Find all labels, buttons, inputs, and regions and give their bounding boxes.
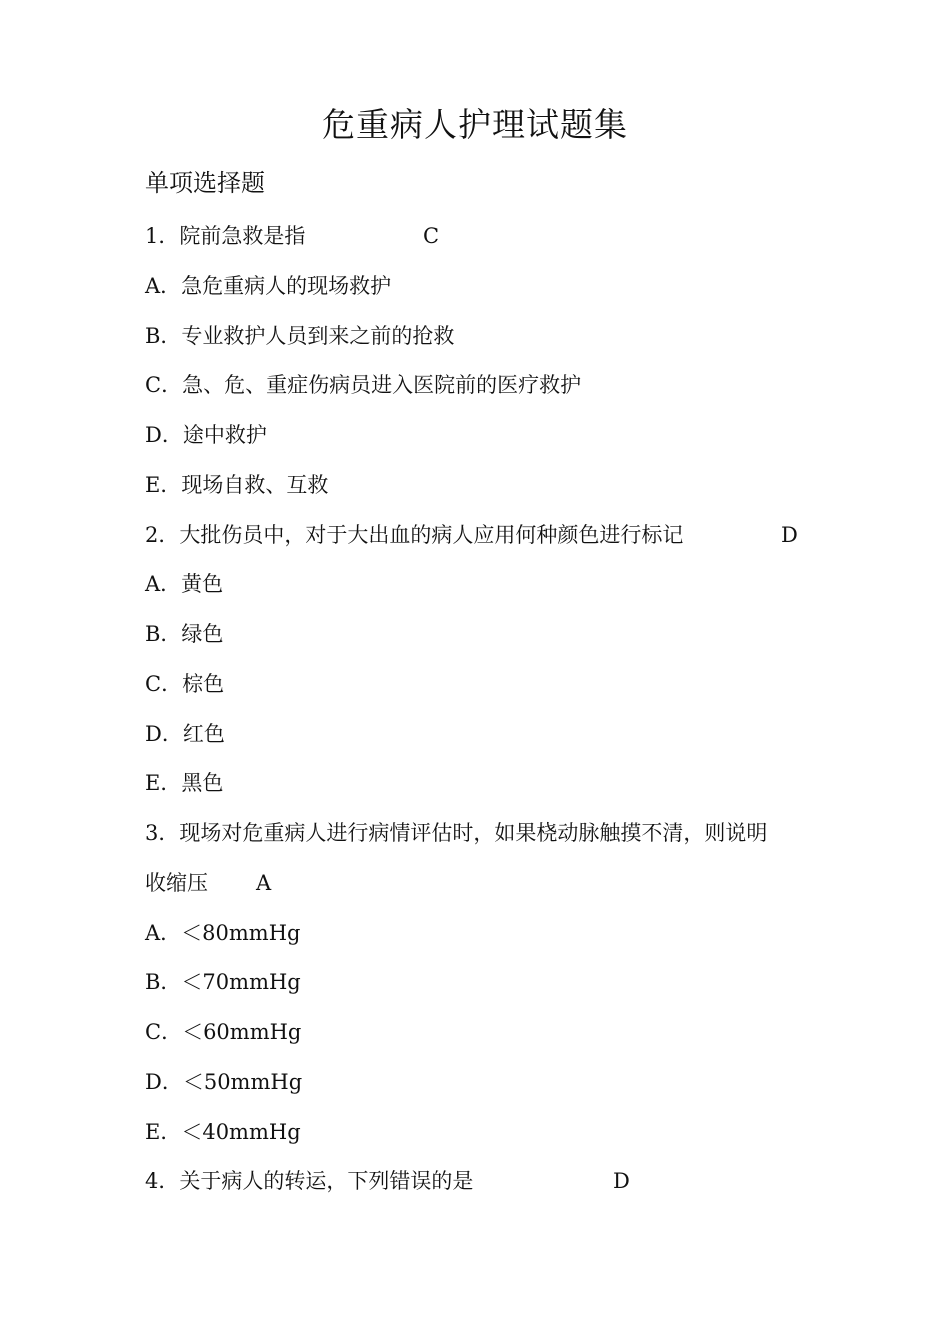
- question-2-option-b: B．绿色: [145, 622, 224, 646]
- question-1-stem: 1．院前急救是指: [145, 224, 306, 248]
- question-2-option-e: E．黑色: [145, 771, 224, 795]
- question-1-option-d: D．途中救护: [145, 423, 267, 447]
- question-3-option-d: D．＜50mmHg: [145, 1070, 303, 1094]
- section-heading: 单项选择题: [145, 169, 265, 197]
- question-3-option-c: C．＜60mmHg: [145, 1020, 302, 1044]
- question-3-answer: A: [256, 871, 272, 895]
- question-2-option-a: A．黄色: [145, 572, 224, 596]
- question-1-answer: C: [423, 224, 440, 248]
- question-1-option-c: C．急、危、重症伤病员进入医院前的医疗救护: [145, 373, 582, 397]
- question-1-option-a: A．急危重病人的现场救护: [145, 274, 392, 298]
- question-3-option-b: B．＜70mmHg: [145, 970, 301, 994]
- question-4-stem: 4．关于病人的转运，下列错误的是: [145, 1169, 474, 1193]
- document-title: 危重病人护理试题集: [322, 105, 628, 144]
- question-2-option-c: C．棕色: [145, 672, 225, 696]
- question-4-answer: D: [613, 1169, 630, 1193]
- question-3-stem-continued: 收缩压: [145, 871, 208, 895]
- question-3-stem: 3．现场对危重病人进行病情评估时，如果桡动脉触摸不清，则说明: [145, 821, 768, 845]
- question-2-answer: D: [781, 523, 798, 547]
- question-1-option-b: B．专业救护人员到来之前的抢救: [145, 324, 455, 348]
- question-3-option-a: A．＜80mmHg: [145, 921, 301, 945]
- question-2-option-d: D．红色: [145, 722, 225, 746]
- question-2-stem: 2．大批伤员中，对于大出血的病人应用何种颜色进行标记: [145, 523, 684, 547]
- question-3-option-e: E．＜40mmHg: [145, 1120, 301, 1144]
- question-1-option-e: E．现场自救、互救: [145, 473, 329, 497]
